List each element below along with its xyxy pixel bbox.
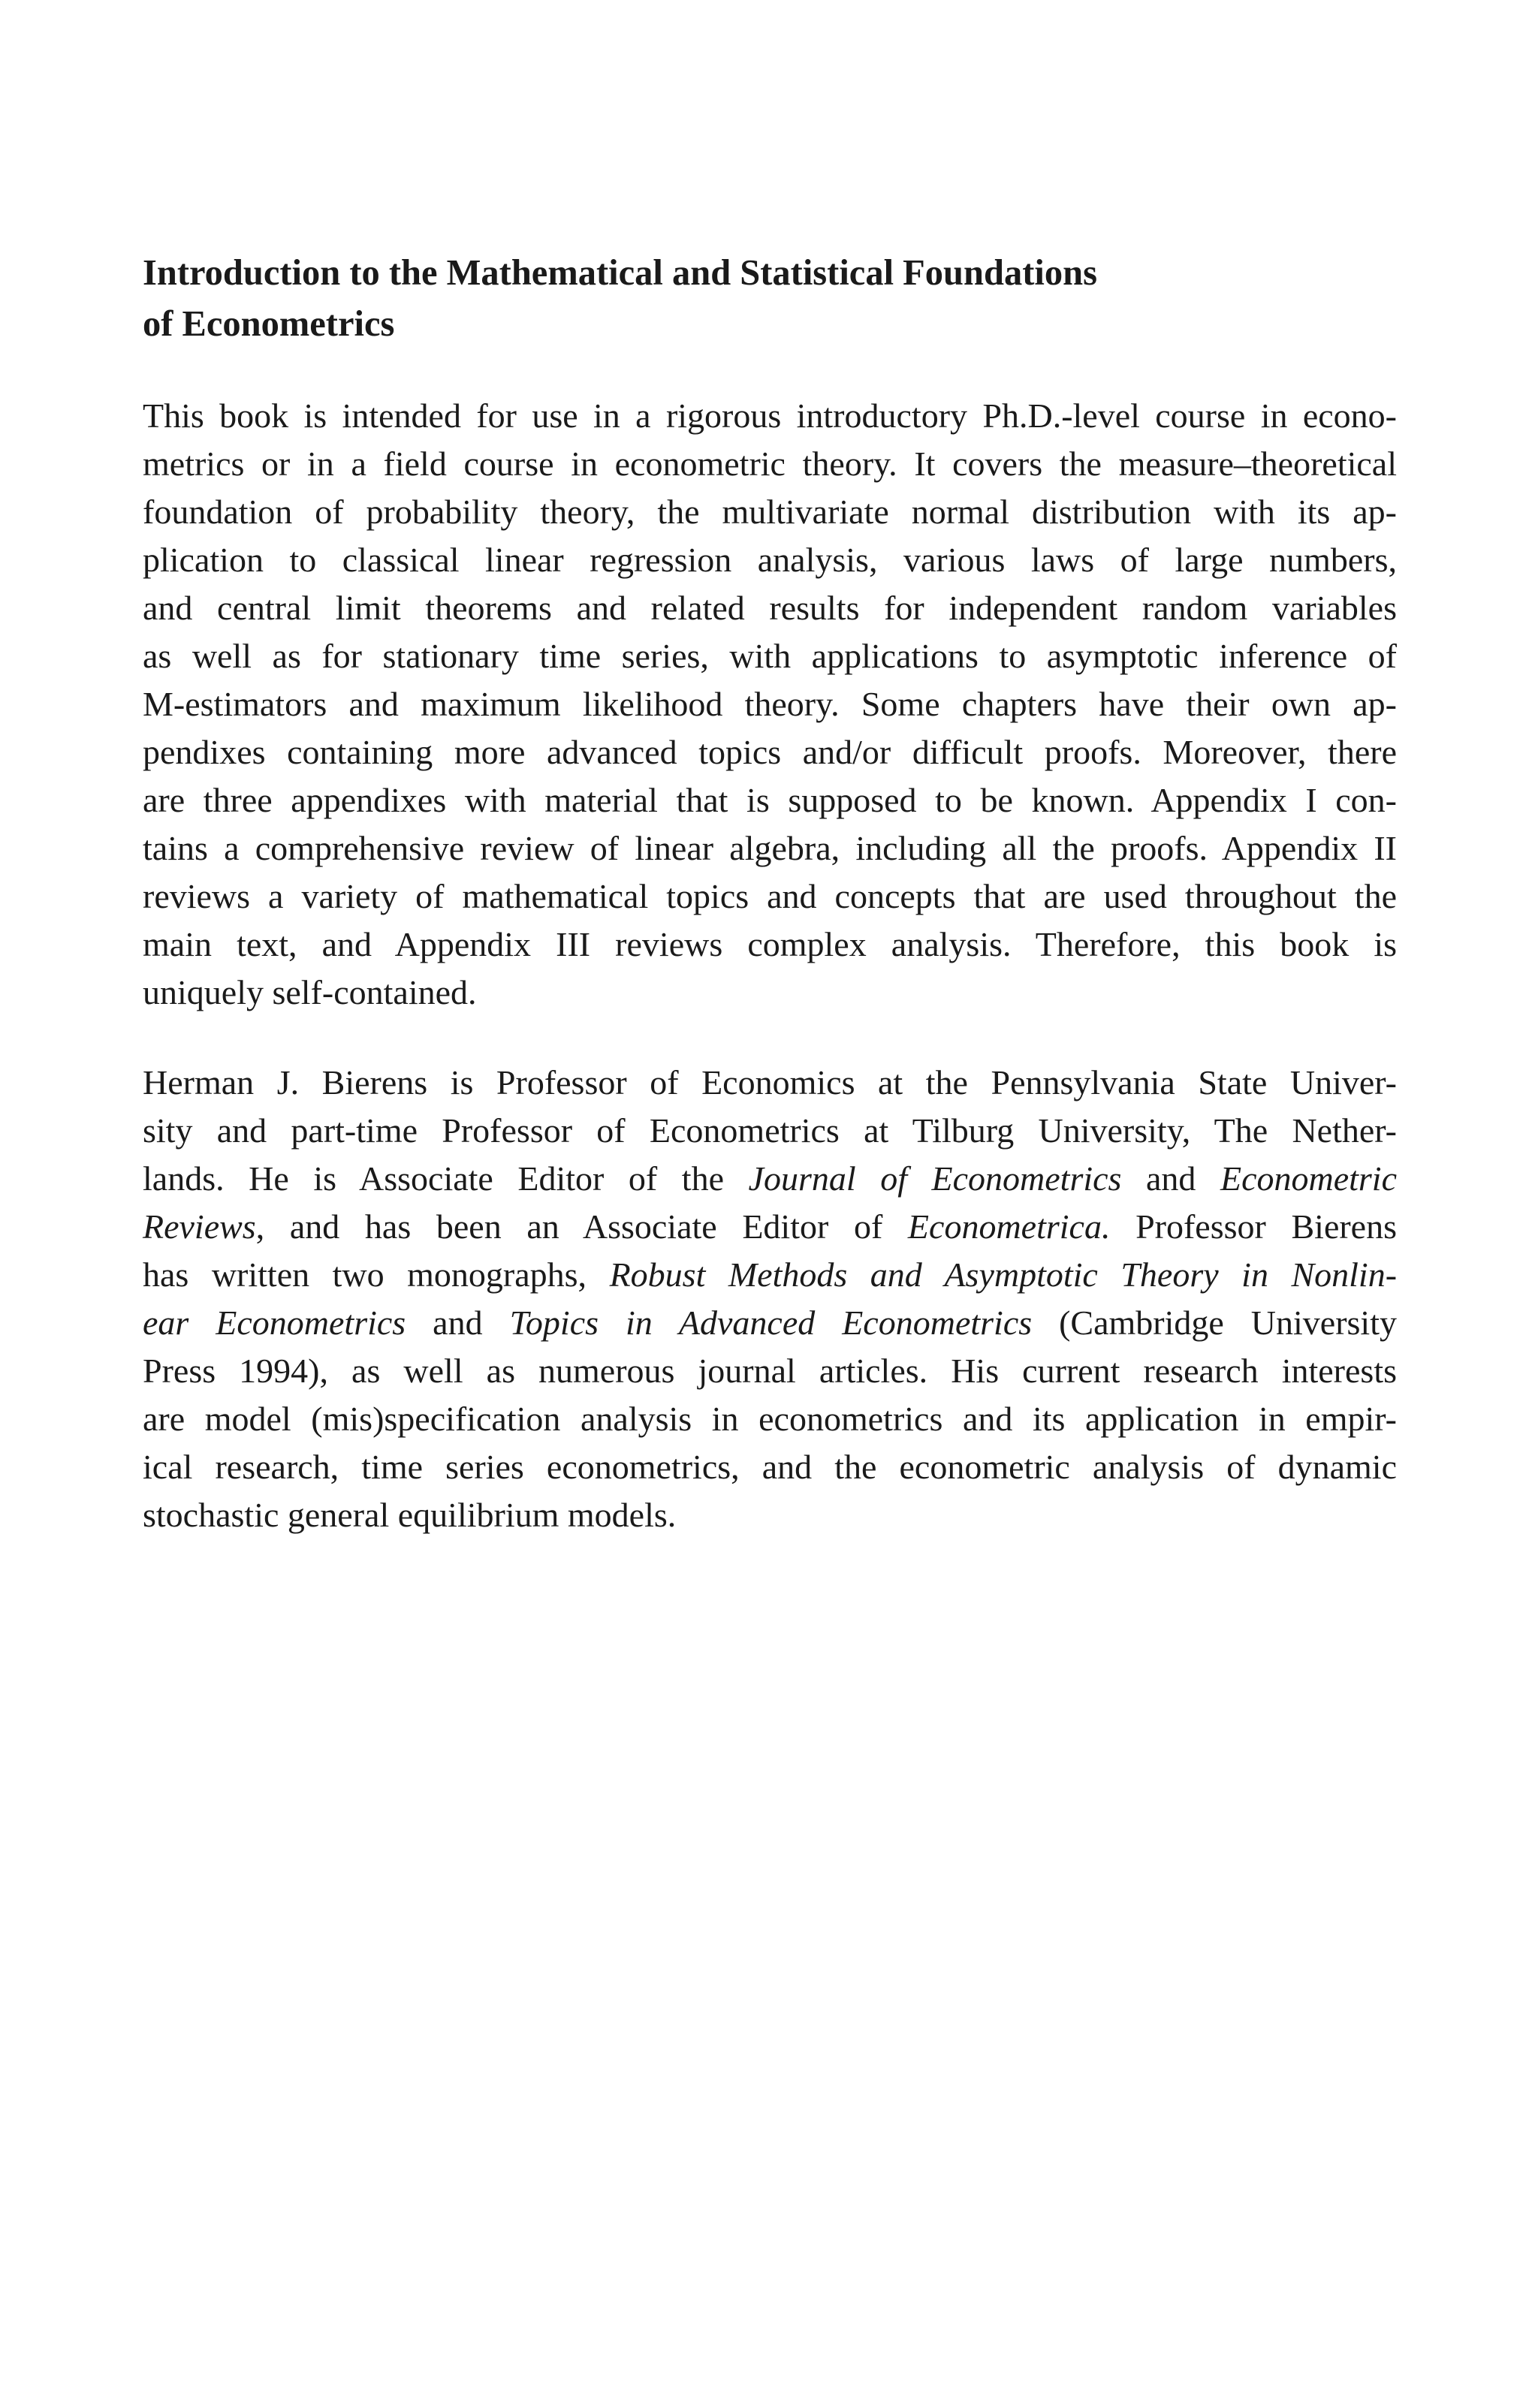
monograph-title: ear Econometrics (143, 1303, 406, 1342)
bio-line: Herman J. Bierens is Professor of Economics at the Pennsylvania State Univer- (143, 1063, 1397, 1102)
description-line: metrics or in a field course in econometric theory. It covers the measure–theoretical (143, 445, 1397, 483)
description-line: reviews a variety of mathematical topics and concepts that are used throughout the (143, 877, 1397, 915)
author-bio (143, 1059, 1397, 1539)
description-line: and central limit theorems and related results for independent random variables (143, 589, 1397, 627)
description-line: This book is intended for use in a rigorous introductory Ph.D.-level course in econo- (143, 396, 1397, 435)
monograph-title: Topics in Advanced Econometrics (509, 1303, 1033, 1342)
bio-text: and (406, 1303, 510, 1342)
journal-title: Reviews (143, 1207, 256, 1246)
book-description (143, 392, 1397, 1017)
bio-text: Professor Bierens (1110, 1207, 1398, 1246)
journal-title: Econometric (1220, 1159, 1397, 1198)
bio-line: stochastic general equilibrium models. (143, 1496, 677, 1534)
description-line: pendixes containing more advanced topics and/or difficult proofs. Moreover, there (143, 733, 1397, 771)
description-line: uniquely self-contained. (143, 973, 477, 1011)
journal-title: Econometrica. (907, 1207, 1111, 1246)
bio-text: (Cambridge University (1032, 1303, 1397, 1342)
description-line: foundation of probability theory, the multivariate normal distribution with its ap- (143, 493, 1397, 531)
description-line: are three appendixes with material that is supposed to be known. Appendix I con- (143, 781, 1397, 819)
bio-line: ical research, time series econometrics, and the econometric analysis of dynamic (143, 1448, 1397, 1486)
bio-text: lands. He is Associate Editor of the (143, 1159, 749, 1198)
bio-line (143, 1203, 1397, 1251)
description-line: plication to classical linear regression analysis, various laws of large numbers, (143, 541, 1397, 579)
bio-line (143, 1155, 1397, 1203)
back-cover-text (143, 248, 1397, 1539)
journal-title: Journal of Econometrics (748, 1159, 1122, 1198)
description-line: as well as for stationary time series, with applications to asymptotic inference of (143, 637, 1397, 675)
bio-text: and (1121, 1159, 1220, 1198)
bio-line: sity and part-time Professor of Econometrics at Tilburg University, The Nether- (143, 1111, 1397, 1150)
bio-line (143, 1251, 1397, 1299)
bio-line (143, 1299, 1397, 1347)
bio-line: are model (mis)specification analysis in econometrics and its application in empir- (143, 1400, 1397, 1438)
title-line-1: Introduction to the Mathematical and Statistical Foundations (143, 253, 1097, 293)
book-title (143, 248, 1397, 350)
bio-text: , and has been an Associate Editor of (255, 1207, 908, 1246)
description-line: tains a comprehensive review of linear algebra, including all the proofs. Appendix II (143, 829, 1397, 867)
title-line-2: of Econometrics (143, 304, 395, 344)
description-line: main text, and Appendix III reviews complex analysis. Therefore, this book is (143, 925, 1397, 963)
bio-line: Press 1994), as well as numerous journal articles. His current research interests (143, 1352, 1397, 1390)
monograph-title: Robust Methods and Asymptotic Theory in Nonlin- (609, 1255, 1398, 1294)
description-line: M-estimators and maximum likelihood theory. Some chapters have their own ap- (143, 685, 1397, 723)
bio-text: has written two monographs, (143, 1255, 610, 1294)
